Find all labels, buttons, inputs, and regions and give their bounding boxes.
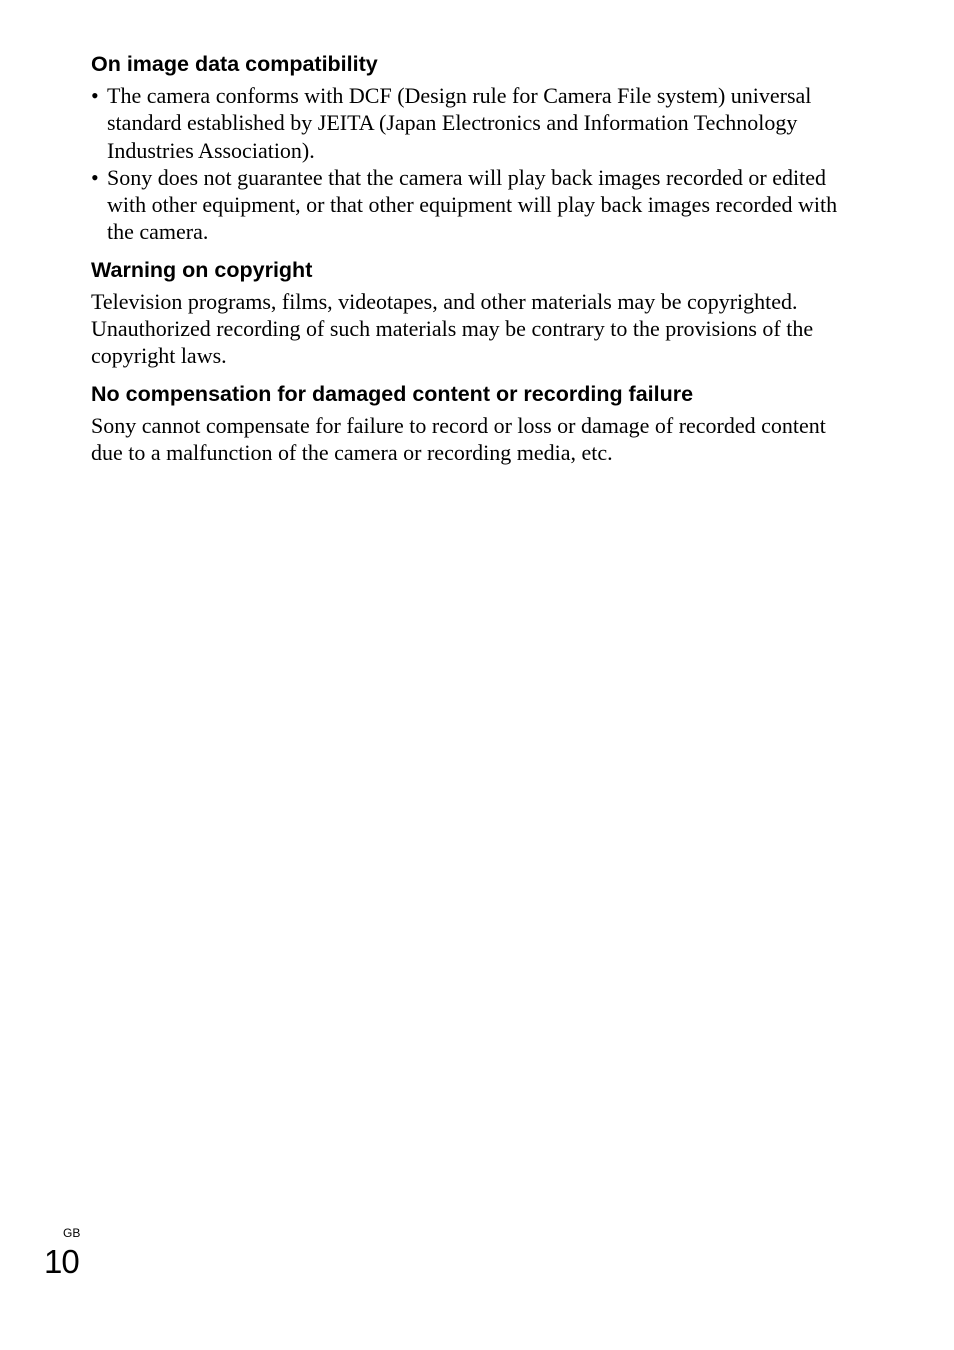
list-item [91,82,851,164]
section-no-compensation [91,380,851,467]
list-item-text: The camera conforms with DCF (Design rule for Camera File system) universal standard established by JEITA (Japan Electronics and Information Technology Industries Association). [107,83,812,163]
section-body: Television programs, films, videotapes, and other materials may be copyrighted. Unauthorized recording of such materials may be contrary to the provisions of the copyright laws. [91,288,814,369]
bullet-icon: • [91,83,99,108]
bullet-list [91,82,851,246]
document-content [91,50,851,476]
section-heading: Warning on copyright [91,257,313,282]
list-item [91,164,851,246]
bullet-icon: • [91,164,99,190]
page-number: 10 [44,1243,79,1280]
section-heading: No compensation for damaged content or recording failure [91,381,694,406]
region-code: GB [63,1226,81,1240]
section-body: Sony cannot compensate for failure to record or loss or damage of recorded content due to a malfunction of the camera or recording media, etc. [91,412,826,465]
section-image-data-compatibility [91,50,851,246]
list-item-text: Sony does not guarantee that the camera will play back images recorded or edited with other equipment, or that other equipment will play back images recorded with the camera. [107,164,838,245]
section-warning-on-copyright [91,256,851,370]
section-heading: On image data compatibility [91,52,378,76]
